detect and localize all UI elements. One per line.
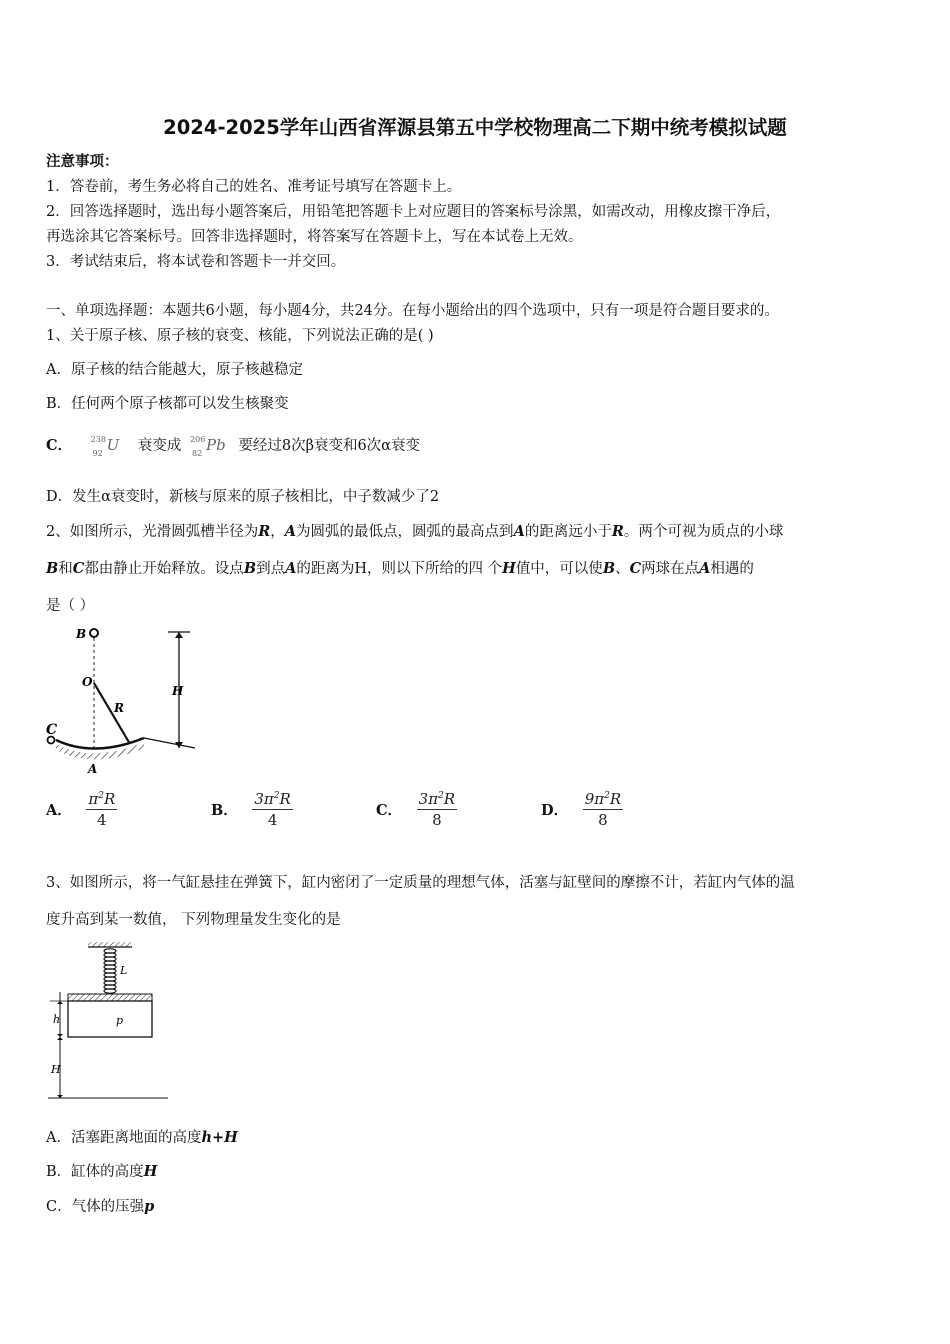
notice-item-1: 1．答卷前，考生务必将自己的姓名、准考证号填写在答题卡上。 [46,179,462,195]
label-l: L [120,964,128,977]
q1-option-c-mid: 衰变成 [137,438,182,454]
q3-stem-line2: 度升高到某一数值， 下列物理量发生变化的是 [46,912,341,928]
frac-num-b: $3\pi^2R$ [254,790,291,808]
label-r: R [114,701,124,715]
q1-stem: 1、关于原子核、原子核的衰变、核能，下列说法正确的是( ) [46,328,434,344]
q1-option-c [46,432,420,459]
cylinder [68,1001,152,1037]
q1-option-b: B．任何两个原子核都可以发生核聚变 [46,396,289,412]
q1-option-c-tail: 要经过8次β衰变和6次α衰变 [238,438,420,454]
label-h-small: h [53,1013,61,1026]
arc-groove [56,738,144,749]
frac-num-c: $3\pi^2R$ [418,790,456,808]
label-p: p [116,1014,124,1027]
notice-item-2: 2．回答选择题时，选出每小题答案后，用铅笔把答题卡上对应题目的答案标号涂黑，如需改动，用橡皮擦干净后， [46,204,781,220]
notice-heading: 注意事项： [46,153,119,170]
q2-option-c[interactable]: C． $\frac{3\pi^2R}{8}$ [376,790,456,829]
q3-stem-line1: 3、如图所示，将一气缸悬挂在弹簧下，缸内密闭了一定质量的理想气体，活塞与缸壁间的摩擦不计，若缸内气体的温 [46,875,795,891]
q1-option-d: D．发生α衰变时，新核与原来的原子核相比，中子数减少了2 [46,489,440,505]
frac-num-a: $\pi^2R$ [88,790,116,808]
q3-figure [44,938,174,1104]
q2-stem-line1: 2、如图所示，光滑圆弧槽半径为R，A为圆弧的最低点，圆弧的最高点到A的距离远小于R。两个可视为质点的小球 [46,523,784,540]
ball-b [90,629,98,637]
spring [104,949,116,993]
piston [68,994,152,1001]
q3-option-c[interactable]: C．气体的压强p [46,1198,155,1215]
q2-option-d[interactable]: D． $\frac{9\pi^2R}{8}$ [541,790,622,829]
uranium-nuclide: 238 92 U [90,435,120,458]
q2-option-a[interactable]: A． $\frac{\pi^2R}{4}$ [46,790,116,829]
q1-option-c-label: C． [46,437,73,454]
q3-option-a[interactable]: A．活塞距离地面的高度h+H [46,1129,238,1146]
q2-stem-line2: B和C都由静止开始释放。设点B到点A的距离为H，则以下所给的四 个H值中，可以使B、C两球在点A相遇的 [46,560,754,577]
q1-option-a: A．原子核的结合能越大，原子核越稳定 [46,362,303,378]
lead-nuclide: 206 82 Pb [190,435,226,458]
page-title: 2024-2025学年山西省浑源县第五中学校物理高二下期中统考模拟试题 [163,116,787,139]
label-h-big: H [51,1063,61,1076]
label-b: B [76,627,87,641]
label-o: O [82,675,93,689]
frac-num-d: $9\pi^2R$ [584,790,622,808]
label-c: C [46,722,58,738]
q2-option-b[interactable]: B． $\frac{3\pi^2R}{4}$ [211,790,291,829]
q3-option-b[interactable]: B．缸体的高度H [46,1163,158,1180]
section-heading: 一、单项选择题：本题共6小题，每小题4分，共24分。在每小题给出的四个选项中，只有一项是符合题目要求的。 [46,303,779,319]
q2-figure [40,622,205,777]
notice-item-3: 3．考试结束后，将本试卷和答题卡一并交回。 [46,254,346,270]
q2-stem-line3: 是（ ） [46,598,95,614]
label-a: A [88,762,98,776]
label-h: H [172,684,184,698]
notice-item-2-cont: 再选涂其它答案标号。回答非选择题时，将答案写在答题卡上，写在本试卷上无效。 [46,229,583,245]
